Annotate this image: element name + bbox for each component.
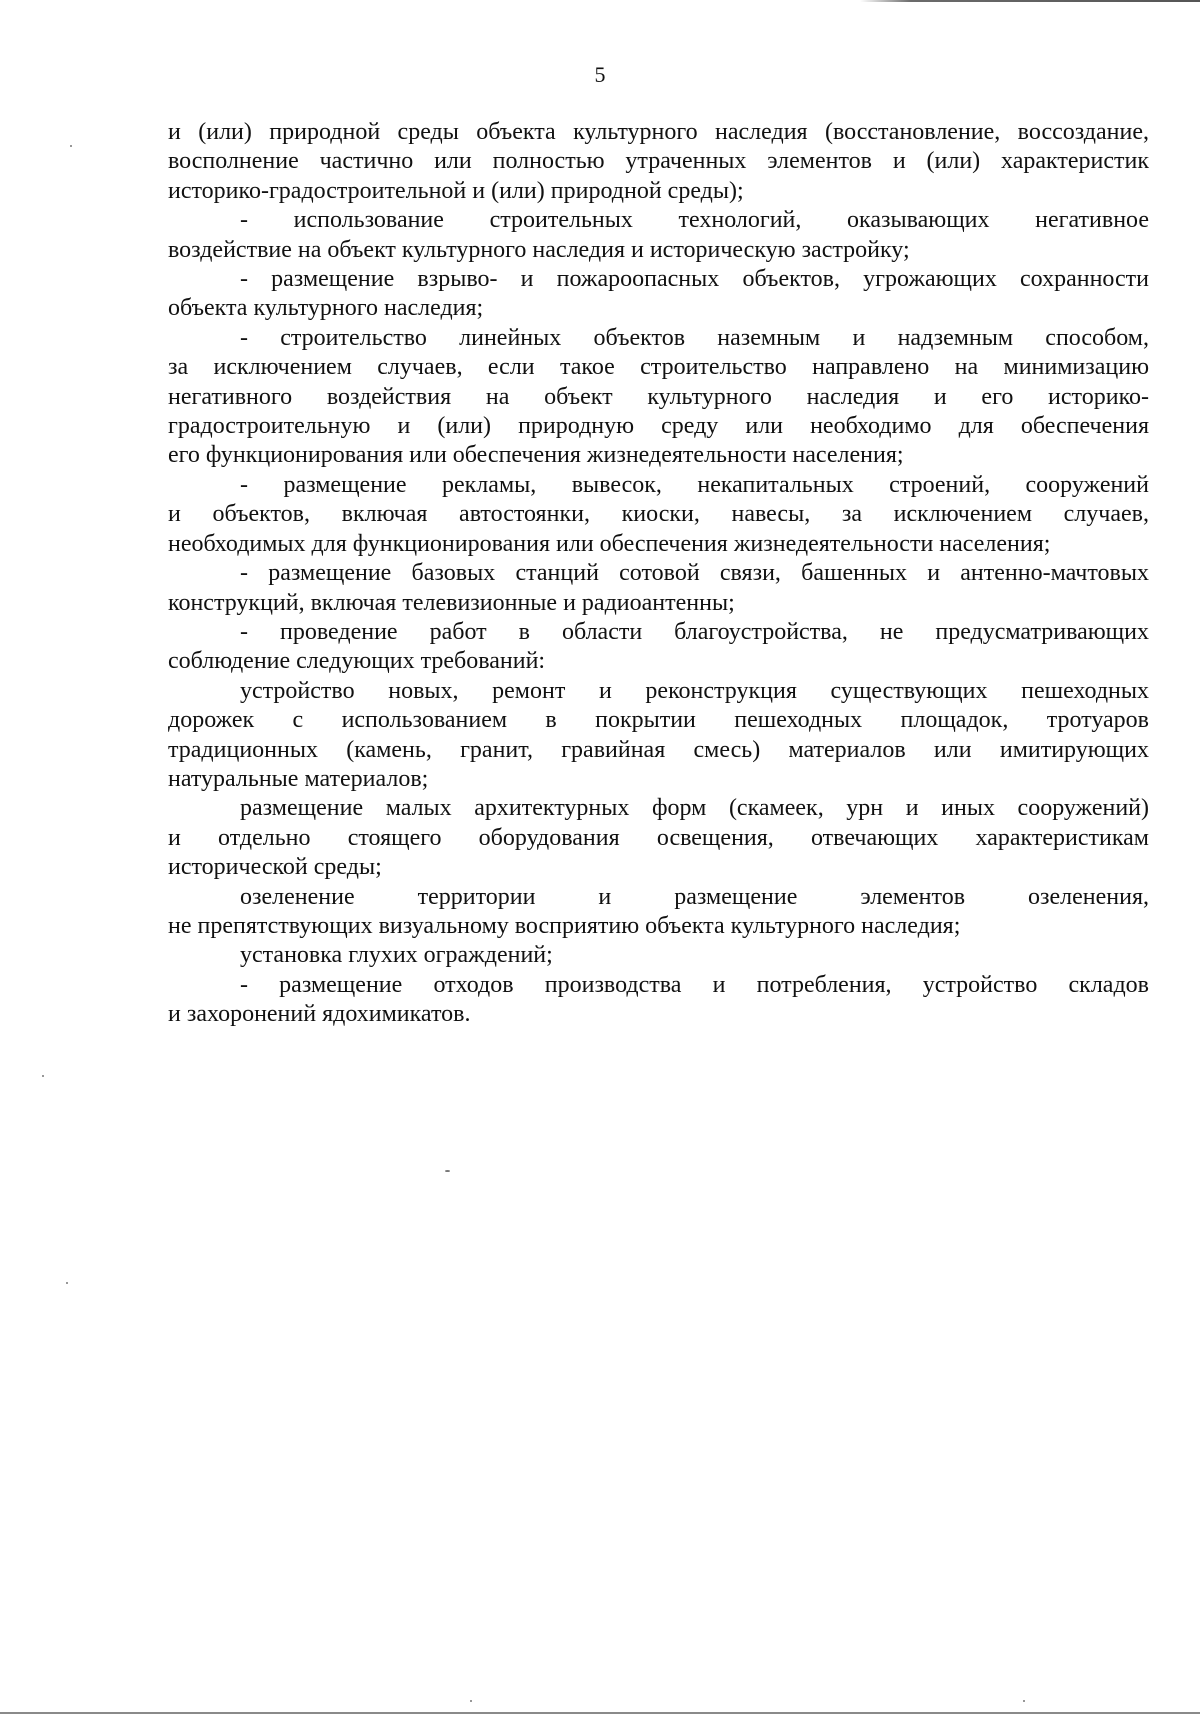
text-line: устройство новых, ремонт и реконструкция существующих пешеходных <box>240 677 1149 704</box>
paragraph <box>168 559 1149 618</box>
text-line: конструкций, включая телевизионные и радиоантенны; <box>168 589 735 616</box>
paragraph <box>168 794 1149 882</box>
paragraph <box>168 618 1149 677</box>
text-line: озеленение территории и размещение элементов озеленения, <box>240 883 1149 910</box>
scan-speck <box>1023 1700 1025 1702</box>
paragraph <box>168 471 1149 559</box>
text-line: восполнение частично или полностью утраченных элементов и (или) характеристик <box>168 148 1149 175</box>
text-line: традиционных (камень, гранит, гравийная смесь) материалов или имитирующих <box>168 736 1149 763</box>
text-line: - размещение рекламы, вывесок, некапитальных строений, сооружений <box>240 471 1149 498</box>
paragraph <box>168 265 1149 324</box>
text-line: натуральные материалов; <box>168 765 429 792</box>
scan-speck <box>66 1282 68 1284</box>
text-line: дорожек с использованием в покрытии пешеходных площадок, тротуаров <box>168 707 1149 734</box>
text-line: - использование строительных технологий, оказывающих негативное <box>240 207 1149 234</box>
paragraph <box>168 206 1149 265</box>
text-line: и объектов, включая автостоянки, киоски, навесы, за исключением случаев, <box>168 501 1149 528</box>
scan-speck <box>445 1170 450 1172</box>
scan-edge-top <box>860 0 1200 2</box>
paragraph <box>168 883 1149 942</box>
paragraph <box>168 677 1149 795</box>
paragraph <box>168 118 1149 206</box>
text-line: воздействие на объект культурного наследия и историческую застройку; <box>168 236 910 263</box>
scan-speck <box>470 1700 472 1702</box>
text-line: историко-градостроительной и (или) природной среды); <box>168 177 744 204</box>
text-line: за исключением случаев, если такое строительство направлено на минимизацию <box>168 354 1149 381</box>
scan-speck <box>42 1075 44 1077</box>
text-line: соблюдение следующих требований: <box>168 648 546 675</box>
text-line: не препятствующих визуальному восприятию объекта культурного наследия; <box>168 912 961 939</box>
text-line: установка глухих ограждений; <box>240 942 553 969</box>
text-line: - проведение работ в области благоустройства, не предусматривающих <box>240 618 1149 645</box>
text-line: его функционирования или обеспечения жизнедеятельности населения; <box>168 442 904 469</box>
scan-speck <box>70 145 72 147</box>
text-line: - строительство линейных объектов наземным и надземным способом, <box>240 324 1149 351</box>
paragraph <box>168 324 1149 471</box>
text-line: - размещение отходов производства и потребления, устройство складов <box>240 971 1149 998</box>
text-line: объекта культурного наследия; <box>168 295 484 322</box>
text-line: и отдельно стоящего оборудования освещения, отвечающих характеристикам <box>168 824 1149 851</box>
text-line: и захоронений ядохимикатов. <box>168 1001 471 1028</box>
text-line: размещение малых архитектурных форм (скамеек, урн и иных сооружений) <box>240 795 1149 822</box>
text-line: необходимых для функционирования или обеспечения жизнедеятельности населения; <box>168 530 1051 557</box>
text-line: и (или) природной среды объекта культурного наследия (восстановление, воссоздание, <box>168 119 1149 145</box>
page-number: 5 <box>594 62 606 87</box>
text-line: градостроительную и (или) природную среду или необходимо для обеспечения <box>168 413 1149 440</box>
text-line: исторической среды; <box>168 854 382 881</box>
text-line: - размещение базовых станций сотовой связи, башенных и антенно-мачтовых <box>240 560 1149 587</box>
paragraph <box>168 941 1149 970</box>
text-line: - размещение взрыво- и пожароопасных объектов, угрожающих сохранности <box>240 266 1149 293</box>
text-line: негативного воздействия на объект культурного наследия и его историко- <box>168 383 1149 410</box>
document-body <box>168 118 1149 1030</box>
paragraph <box>168 971 1149 1030</box>
